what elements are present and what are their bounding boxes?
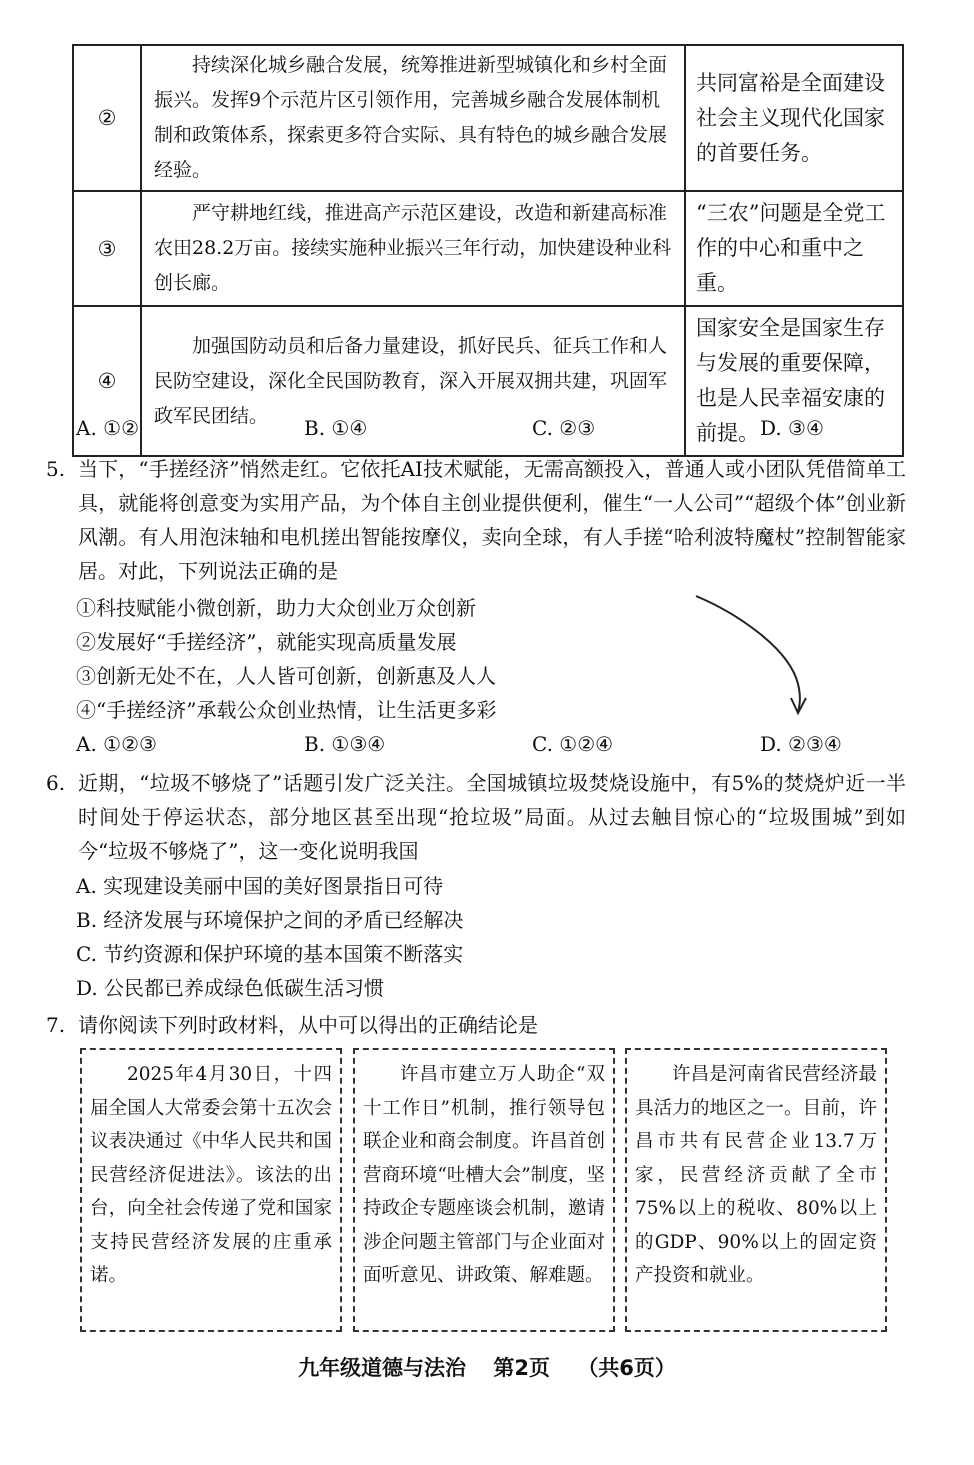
q6-option-d[interactable]: D. 公民都已养成绿色低碳生活习惯 — [76, 976, 385, 1000]
footer-subject: 九年级道德与法治 — [298, 1356, 467, 1380]
q5-options — [76, 732, 906, 762]
policy-table — [72, 44, 904, 457]
question-number: 6. — [46, 771, 66, 795]
page-footer — [0, 1352, 974, 1382]
q4-option-d[interactable]: D. ③④ — [760, 416, 824, 440]
q4-option-a[interactable]: A. ①② — [76, 416, 140, 440]
table-row — [73, 45, 903, 191]
row-conclusion: 共同富裕是全面建设社会主义现代化国家的首要任务。 — [685, 45, 903, 191]
statement-4: ④“手搓经济”承载公众创业热情，让生活更多彩 — [76, 698, 497, 722]
question-5 — [46, 452, 906, 588]
question-number: 5. — [46, 457, 66, 481]
q5-option-c[interactable]: C. ①②④ — [532, 732, 614, 756]
table-row — [73, 191, 903, 306]
q5-option-d[interactable]: D. ②③④ — [760, 732, 842, 756]
q5-option-b[interactable]: B. ①③④ — [304, 732, 386, 756]
statement-1: ①科技赋能小微创新，助力大众创业万众创新 — [76, 596, 476, 620]
question-6 — [46, 766, 906, 868]
handwritten-arrow-mark — [694, 592, 814, 716]
q4-options — [76, 416, 906, 446]
row-content-text: 加强国防动员和后备力量建设，抓好民兵、征兵工作和人民防空建设，深化全民国防教育，深入开展双拥共建，巩固军政军民团结。 — [154, 334, 668, 427]
question-stem: 当下，“手搓经济”悄然走红。它依托AI技术赋能，无需高额投入，普通人或小团队凭借简单工具，就能将创意变为实用产品，为个体自主创业提供便利，催生“一人公司”“超级个体”创业新风潮。有人用泡沫轴和电机搓出智能按摩仪，卖向全球，有人手搓“哈利波特魔杖”控制智能家居。对此，下列说法正确的是 — [78, 457, 906, 583]
row-conclusion: “三农”问题是全党工作的中心和重中之重。 — [685, 191, 903, 306]
material-text: 许昌是河南省民营经济最具活力的地区之一。目前，许昌市共有民营企业13.7万家，民营经济贡献了全市75%以上的税收、80%以上的GDP、90%以上的固定资产投资和就业。 — [635, 1064, 877, 1286]
material-text: 许昌市建立万人助企“双十工作日”机制，推行领导包联企业和商会制度。许昌首创营商环境“吐槽大会”制度，坚持政企专题座谈会机制，邀请涉企问题主管部门与企业面对面听意见、讲政策、解难题。 — [363, 1064, 605, 1286]
q4-option-b[interactable]: B. ①④ — [304, 416, 368, 440]
question-number: 7. — [46, 1013, 66, 1037]
q5-option-a[interactable]: A. ①②③ — [76, 732, 157, 756]
footer-total-pages: （共6页） — [577, 1356, 676, 1380]
material-text: 2025年4月30日，十四届全国人大常委会第十五次会议表决通过《中华人民共和国民营经济促进法》。该法的出台，向全社会传递了党和国家支持民营经济发展的庄重承诺。 — [90, 1064, 332, 1286]
q6-option-c[interactable]: C. 节约资源和保护环境的基本国策不断落实 — [76, 942, 464, 966]
q6-option-b[interactable]: B. 经济发展与环境保护之间的矛盾已经解决 — [76, 908, 464, 932]
row-content-text: 持续深化城乡融合发展，统筹推进新型城镇化和乡村全面振兴。发挥9个示范片区引领作用，完善城乡融合发展体制机制和政策体系，探索更多符合实际、具有特色的城乡融合发展经验。 — [154, 54, 668, 181]
material-box-3 — [625, 1048, 887, 1332]
material-box-2 — [353, 1048, 615, 1332]
question-stem: 近期，“垃圾不够烧了”话题引发广泛关注。全国城镇垃圾焚烧设施中，有5%的焚烧炉近一半时间处于停运状态，部分地区甚至出现“抢垃圾”局面。从过去触目惊心的“垃圾围城”到如今“垃圾不够烧了”，这一变化说明我国 — [78, 771, 906, 863]
row-number: ④ — [73, 306, 141, 456]
row-number: ② — [73, 45, 141, 191]
row-content-text: 严守耕地红线，推进高产示范区建设，改造和新建高标准农田28.2万亩。接续实施种业振兴三年行动，加快建设种业科创长廊。 — [154, 202, 672, 294]
question-stem: 请你阅读下列时政材料，从中可以得出的正确结论是 — [78, 1013, 538, 1037]
row-content — [141, 45, 685, 191]
q4-option-c[interactable]: C. ②③ — [532, 416, 596, 440]
statement-2: ②发展好“手搓经济”，就能实现高质量发展 — [76, 630, 457, 654]
question-7 — [46, 1008, 906, 1042]
statement-3: ③创新无处不在，人人皆可创新，创新惠及人人 — [76, 664, 496, 688]
row-number: ③ — [73, 191, 141, 306]
row-conclusion: 国家安全是国家生存与发展的重要保障，也是人民幸福安康的前提。 — [685, 306, 903, 456]
q6-option-a[interactable]: A. 实现建设美丽中国的美好图景指日可待 — [76, 874, 444, 898]
material-box-1 — [80, 1048, 342, 1332]
footer-page-number: 第2页 — [493, 1356, 550, 1380]
row-content — [141, 191, 685, 306]
